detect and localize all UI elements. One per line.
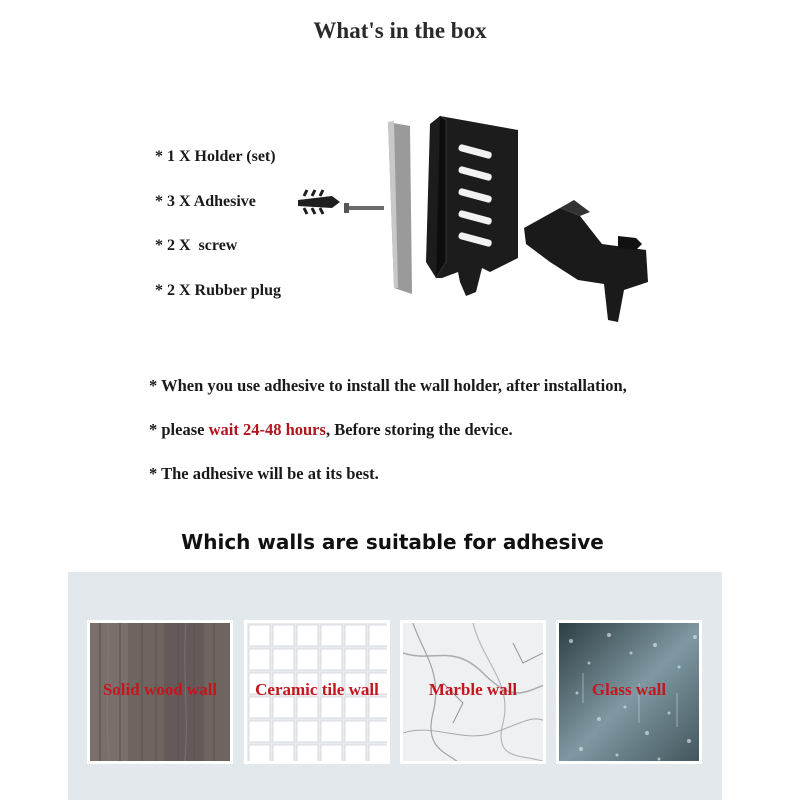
note-line: * The adhesive will be at its best. [149,464,379,483]
product-image [290,112,670,327]
installation-notes [149,376,627,508]
screw-icon [344,203,384,213]
wall-label: Marble wall [428,680,518,699]
list-item: * 1 X Holder (set) [155,148,276,165]
wait-time-highlight: wait 24-48 hours [208,420,326,439]
wall-tile-glass [556,620,702,764]
walls-section-title: Which walls are suitable for adhesive [181,530,604,554]
list-item: * 2 X screw [155,237,238,254]
note-line [149,420,627,464]
note-line: * When you use adhesive to install the wall holder, after installation, [149,376,627,395]
wall-label: Solid wood wall [102,680,218,699]
wall-tile-marble [400,620,546,764]
wall-label: Ceramic tile wall [255,680,379,699]
wall-tile-ceramic [244,620,390,764]
holder-bracket-icon [524,200,648,322]
list-item: * 2 X Rubber plug [155,281,281,299]
list-item: * 3 X Adhesive [155,192,256,210]
box-contents-list [155,148,281,326]
holder-icon [426,116,518,296]
note-text: * please [149,420,209,439]
wall-label: Glass wall [591,680,667,699]
wall-tile-wood [87,620,233,764]
rubber-plug-icon [298,190,340,214]
adhesive-strip-icon [388,121,412,294]
note-text: , Before storing the device. [325,420,513,439]
page-title: What's in the box [313,18,487,43]
